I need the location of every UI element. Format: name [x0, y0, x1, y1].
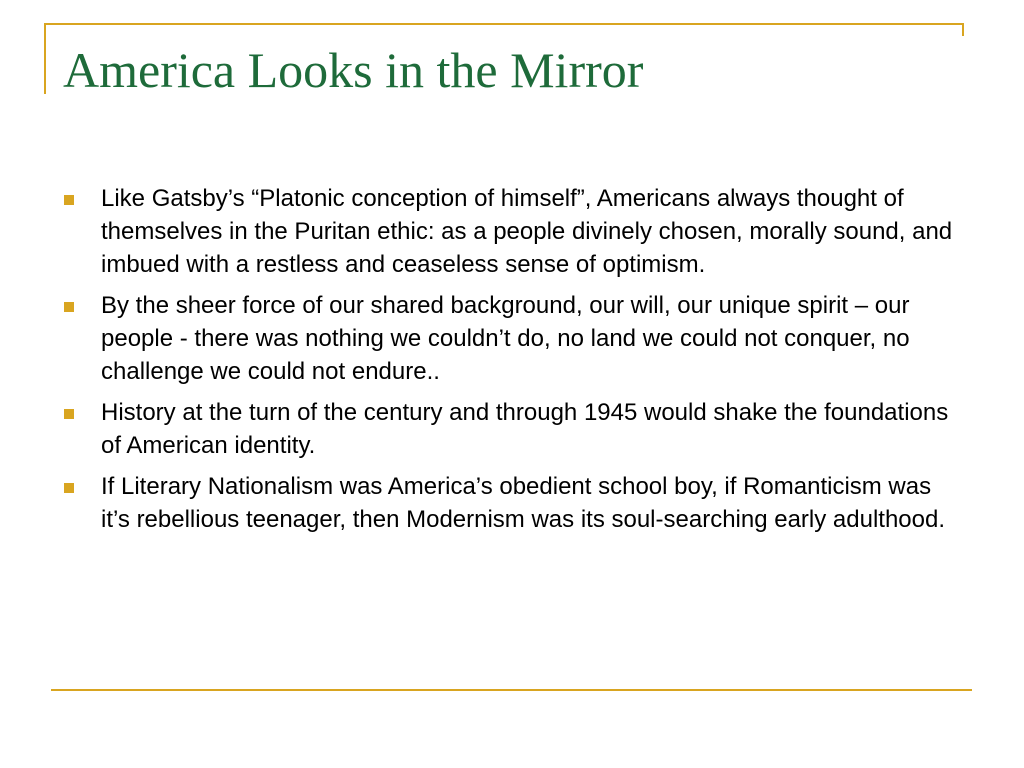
square-bullet-icon — [64, 195, 74, 205]
title-frame-top-rule — [44, 23, 964, 25]
bullet-item — [64, 470, 964, 536]
title-frame-right-rule — [962, 23, 964, 36]
bullet-item — [64, 182, 964, 281]
square-bullet-icon — [64, 302, 74, 312]
footer-rule — [51, 689, 972, 691]
slide-title: America Looks in the Mirror — [63, 42, 644, 98]
title-frame-left-rule — [44, 23, 46, 94]
bullet-text: History at the turn of the century and through 1945 would shake the foundations of American identity. — [101, 399, 949, 459]
square-bullet-icon — [64, 483, 74, 493]
bullet-text: Like Gatsby’s “Platonic conception of himself”, Americans always thought of themselves in the Puritan ethic: as a people divinely chosen, morally sound, and imbued with a restless and ceaseless sense of optimism. — [101, 185, 953, 278]
bullet-item — [64, 289, 964, 388]
bullet-text: If Literary Nationalism was America’s obedient school boy, if Romanticism was it’s rebellious teenager, then Modernism was its soul-searching early adulthood. — [101, 473, 946, 533]
bullet-list — [64, 182, 964, 544]
bullet-text: By the sheer force of our shared background, our will, our unique spirit – our people - there was nothing we couldn’t do, no land we could not conquer, no challenge we could not endure.. — [101, 292, 910, 385]
bullet-item — [64, 396, 964, 462]
square-bullet-icon — [64, 409, 74, 419]
